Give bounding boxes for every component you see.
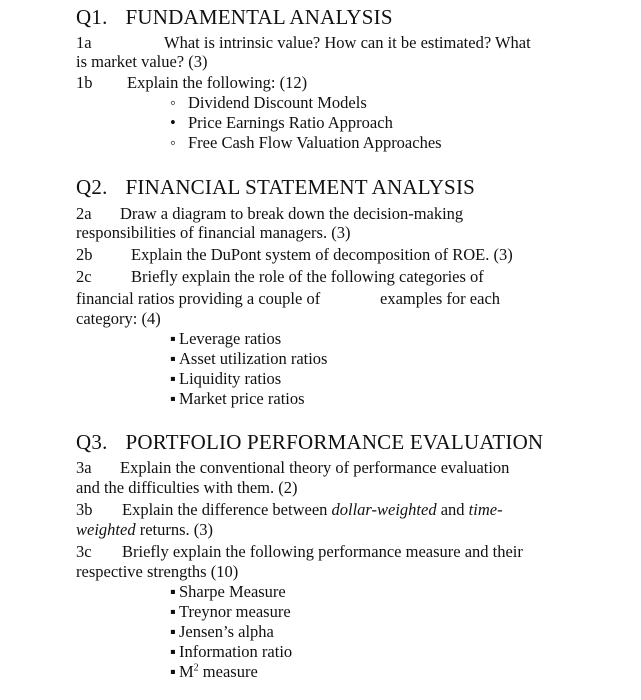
q2b-text: Explain the DuPont system of decomposition of ROE. (3) bbox=[131, 245, 513, 264]
q3c-text-line2: respective strengths (10) bbox=[76, 562, 239, 581]
square-bullet-icon: ▪ bbox=[170, 369, 176, 388]
list-item: ◦ Dividend Discount Models bbox=[170, 93, 367, 112]
square-bullet-icon: ▪ bbox=[170, 622, 176, 641]
emphasis-time: time- bbox=[468, 500, 503, 519]
solid-bullet-icon: • bbox=[170, 113, 176, 132]
list-item: ▪ $M^2$ measure bbox=[170, 662, 258, 681]
list-item: ▪ Sharpe Measure bbox=[170, 582, 286, 601]
emphasis-weighted: weighted bbox=[76, 520, 136, 539]
q2a-text-line2: responsibilities of financial managers. (3) bbox=[76, 223, 351, 242]
q3a-text-line1: Explain the conventional theory of performance evaluation bbox=[120, 458, 510, 477]
q3-title: PORTFOLIO PERFORMANCE EVALUATION bbox=[125, 430, 544, 454]
q2c-text-line2b: examples for each bbox=[380, 289, 501, 308]
q2-title: FINANCIAL STATEMENT ANALYSIS bbox=[125, 175, 476, 199]
square-bullet-icon: ▪ bbox=[170, 642, 176, 661]
q2-number: Q2. bbox=[76, 175, 108, 199]
list-item: ▪ Liquidity ratios bbox=[170, 369, 282, 388]
q2a-label: 2a bbox=[76, 204, 92, 223]
q1b-label: 1b bbox=[76, 73, 93, 92]
q3-heading bbox=[76, 430, 543, 455]
q3b-label: 3b bbox=[76, 500, 93, 519]
q1a-label: 1a bbox=[76, 33, 92, 52]
q3b-text-line1: Explain the difference between dollar-weighted and time- bbox=[122, 500, 503, 519]
square-bullet-icon: ▪ bbox=[170, 349, 176, 368]
q3c-text-line1: Briefly explain the following performance measure and their bbox=[122, 542, 523, 561]
square-bullet-icon: ▪ bbox=[170, 389, 176, 408]
q1-title: FUNDAMENTAL ANALYSIS bbox=[125, 5, 393, 29]
list-item: ▪ Leverage ratios bbox=[170, 329, 282, 348]
q2-heading bbox=[76, 175, 475, 200]
q1-number: Q1. bbox=[76, 5, 108, 29]
list-item: ▪ Asset utilization ratios bbox=[170, 349, 328, 368]
q3a-text-line2: and the difficulties with them. (2) bbox=[76, 478, 298, 497]
q3-number: Q3. bbox=[76, 430, 108, 454]
square-bullet-icon: ▪ bbox=[170, 582, 176, 601]
list-item: ▪ Treynor measure bbox=[170, 602, 291, 621]
square-bullet-icon: ▪ bbox=[170, 602, 176, 621]
q2c-text-line2a: financial ratios providing a couple of bbox=[76, 289, 321, 308]
q3a-label: 3a bbox=[76, 458, 92, 477]
list-item: • Price Earnings Ratio Approach bbox=[170, 113, 393, 132]
q2b-label: 2b bbox=[76, 245, 93, 264]
q1-heading bbox=[76, 5, 393, 30]
q1a-text-line2: is market value? (3) bbox=[76, 52, 208, 71]
q3b-text-line2: weighted returns. (3) bbox=[76, 520, 214, 539]
emphasis-dollar-weighted: dollar-weighted bbox=[331, 500, 437, 519]
q3c-label: 3c bbox=[76, 542, 92, 561]
q2c-label: 2c bbox=[76, 267, 92, 286]
square-bullet-icon: ▪ bbox=[170, 329, 176, 348]
square-bullet-icon: ▪ bbox=[170, 662, 176, 681]
list-item: ▪ Information ratio bbox=[170, 642, 293, 661]
q1a-text-line1: What is intrinsic value? How can it be estimated? What bbox=[164, 33, 531, 52]
list-item: ▪ Market price ratios bbox=[170, 389, 305, 408]
q2a-text-line1: Draw a diagram to break down the decision-making bbox=[120, 204, 464, 223]
list-item: ◦ Free Cash Flow Valuation Approaches bbox=[170, 133, 442, 152]
q1b-text: Explain the following: (12) bbox=[127, 73, 308, 92]
list-item: ▪ Jensen’s alpha bbox=[170, 622, 274, 641]
q2c-text-line3: category: (4) bbox=[76, 309, 161, 328]
q2c-text-line1: Briefly explain the role of the following categories of bbox=[131, 267, 484, 286]
hollow-bullet-icon: ◦ bbox=[170, 133, 176, 152]
hollow-bullet-icon: ◦ bbox=[170, 93, 176, 112]
